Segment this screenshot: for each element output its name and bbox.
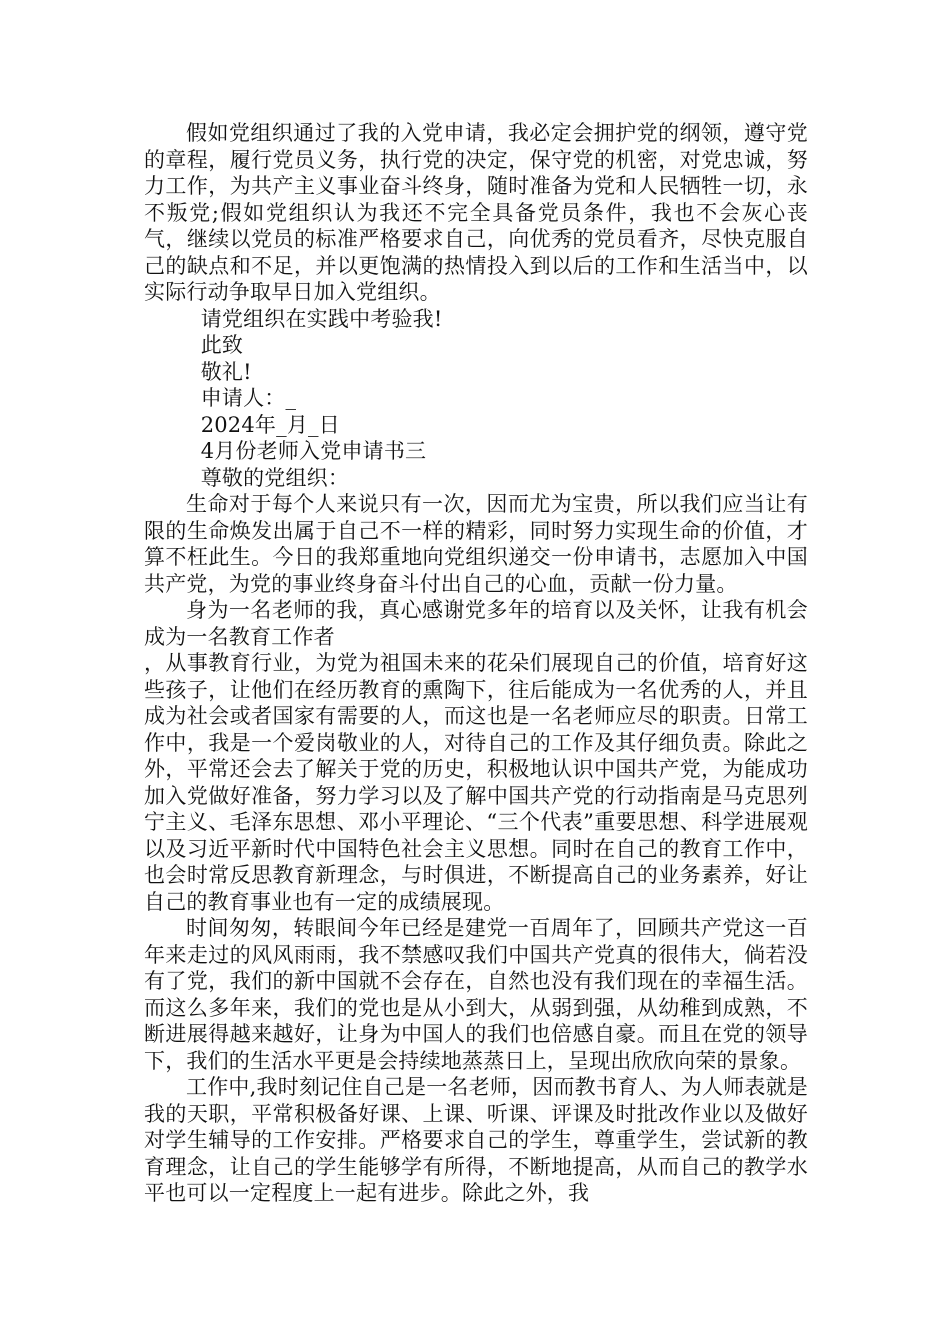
paragraph-life-value: 生命对于每个人来说只有一次，因而尤为宝贵，所以我们应当让有限的生命焕发出属于自己不一样的精彩，同时努力实现生命的价值，才算不枉此生。今日的我郑重地向党组织递交一份申请书，志愿加入中国共产党，为党的事业终身奋斗付出自己的心血，贡献一份力量。	[144, 492, 808, 596]
paragraph-work: 工作中,我时刻记住自己是一名老师，因而教书育人、为人师表就是我的天职，平常积极备好课、上课、听课、评课及时批改作业以及做好对学生辅导的工作安排。严格要求自己的学生，尊重学生，尝试新的教育理念，让自己的学生能够学有所得，不断地提高，从而自己的教学水平也可以一定程度上一起有进步。除此之外，我	[144, 1075, 808, 1205]
closing-salutation: 此致	[200, 333, 244, 357]
closing-respect: 敬礼!	[200, 359, 252, 384]
paragraph-teacher-continued: ，从事教育行业，为党为祖国未来的花朵们展现自己的价值，培育好这些孩子，让他们在经历教育的熏陶下，往后能成为一名优秀的人，并且成为社会或者国家有需要的人，而这也是一名老师应尽的职责。日常工作中，我是一个爱岗敬业的人，对待自己的工作及其仔细负责。除此之外，平常还会去了解关于党的历史，积极地认识中国共产党，为能成功加入党做好准备，努力学习以及了解中国共产党的行动指南是马克思列宁主义、毛泽东思想、邓小平理论、“三个代表”重要思想、科学进展观以及习近平新时代中国特色社会主义思想。同时在自己的教育工作中，也会时常反思教育新理念，与时俱进，不断提高自己的业务素养，好让自己的教育事业也有一定的成绩展现。	[144, 651, 808, 914]
paragraph-teacher-intro: 身为一名老师的我，真心感谢党多年的培育以及关怀，让我有机会成为一名教育工作者	[144, 598, 808, 649]
section-title: 4月份老师入党申请书三	[200, 439, 427, 463]
paragraph-commitment: 假如党组织通过了我的入党申请，我必定会拥护党的纲领，遵守党的章程，履行党员义务，执行党的决定，保守党的机密，对党忠诚，努力工作，为共产主义事业奋斗终身，随时准备为党和人民牺牲一切，永不叛党;假如党组织认为我还不完全具备党员条件，我也不会灰心丧气，继续以党员的标准严格要求自己，向优秀的党员看齐，尽快克服自己的缺点和不足，并以更饱满的热情投入到以后的工作和生活当中，以实际行动争取早日加入党组织。	[144, 121, 808, 304]
document-page	[144, 120, 808, 1207]
applicant-signature: 申请人：_	[200, 386, 297, 410]
application-date: 2024年_月_日	[200, 412, 340, 437]
greeting: 尊敬的党组织：	[200, 465, 350, 490]
paragraph-request-test: 请党组织在实践中考验我!	[200, 306, 443, 331]
paragraph-centenary: 时间匆匆，转眼间今年已经是建党一百周年了，回顾共产党这一百年来走过的风风雨雨，我不禁感叹我们中国共产党真的很伟大，倘若没有了党，我们的新中国就不会存在，自然也没有我们现在的幸福生活。而这么多年来，我们的党也是从小到大，从弱到强，从幼稚到成熟，不断进展得越来越好，让身为中国人的我们也倍感自豪。而且在党的领导下，我们的生活水平更是会持续地蒸蒸日上，呈现出欣欣向荣的景象。	[144, 916, 808, 1073]
